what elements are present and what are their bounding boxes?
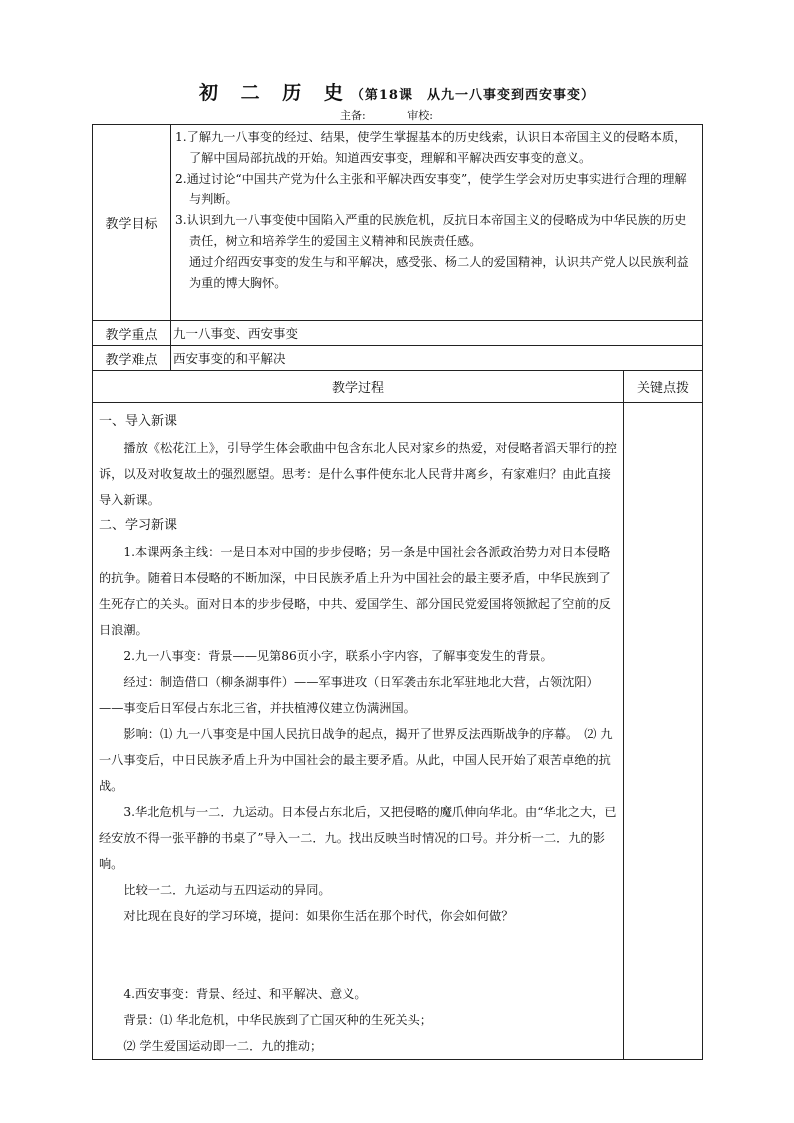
process-header-row — [93, 371, 703, 403]
goal-item-1: 1.了解九一八事变的经过、结果，使学生掌握基本的历史线索，认识日本帝国主义的侵略本质，了解中国局部抗战的开始。知道西安事变，理解和平解决西安事变的意义。 — [175, 130, 687, 165]
page-title — [0, 78, 794, 105]
goal-item-3: 3.认识到九一八事变使中国陷入严重的民族危机，反抗日本帝国主义的侵略成为中华民族的历史责任，树立和培养学生的爱国主义精神和民族责任感。 — [175, 213, 687, 248]
author-label: 主备: — [340, 109, 366, 122]
goal-item-2: 2.通过讨论“中国共产党为什么主张和平解决西安事变”，使学生学会对历史事实进行合理的理解与判断。 — [175, 171, 687, 207]
paragraph-xian-incident: 4.西安事变：背景、经过、和平解决、意义。 — [123, 987, 367, 1001]
key-points-label: 教学重点 — [93, 321, 171, 346]
process-row — [93, 403, 703, 1060]
paragraph-compare: 比较一二．九运动与五四运动的异同。 — [123, 883, 331, 897]
key-hints-content — [624, 403, 703, 1060]
blank-space — [99, 929, 617, 981]
meta-line — [340, 107, 471, 123]
difficulty-row — [93, 346, 703, 371]
key-points-value: 九一八事变、西安事变 — [171, 321, 703, 346]
section-2-title: 二、学习新课 — [99, 518, 178, 533]
difficulty-value: 西安事变的和平解决 — [171, 346, 703, 371]
goals-content — [171, 125, 703, 321]
section-1-title: 一、导入新课 — [99, 414, 178, 429]
paragraph-huabei-crisis: 3.华北危机与一二．九运动。日本侵占东北后，又把侵略的魔爪伸向华北。由“华北之大，已经安放不得一张平静的书桌了”导入一二．九。找出反映当时情况的口号。并分析一二．九的影响。 — [99, 805, 617, 871]
difficulty-label: 教学难点 — [93, 346, 171, 371]
process-content — [93, 403, 624, 1060]
paragraph-918-course: 经过：制造借口（柳条湖事件）——军事进攻（日军袭击东北军驻地北大营，占领沈阳）——事变后日军侵占东北三省，并扶植溥仪建立伪满洲国。 — [99, 675, 599, 715]
section-1-text: 播放《松花江上》，引导学生体会歌曲中包含东北人民对家乡的热爱，对侵略者滔天罪行的控诉，以及对收复故土的强烈愿望。思考：是什么事件使东北人民背井离乡，有家难归？由此直接导入新课。 — [99, 441, 617, 507]
paragraph-xian-background-2: ⑵ 学生爱国运动即一二．九的推动； — [123, 1039, 323, 1053]
paragraph-main-lines: 1.本课两条主线：一是日本对中国的步步侵略；另一条是中国社会各派政治势力对日本侵略的抗争。随着日本侵略的不断加深，中日民族矛盾上升为中国社会的最主要矛盾，中华民族到了生死存亡的关头。面对日本的步步侵略，中共、爱国学生、部分国民党爱国将领掀起了空前的反日浪潮。 — [99, 545, 611, 637]
paragraph-918-impact: 影响：⑴ 九一八事变是中国人民抗日战争的起点，揭开了世界反法西斯战争的序幕。 ⑵ 九一八事变后，中日民族矛盾上升为中国社会的最主要矛盾。从此，中国人民开始了艰苦卓绝的抗战。 — [99, 727, 613, 793]
key-points-row — [93, 321, 703, 346]
goals-label: 教学目标 — [93, 125, 171, 321]
goals-row — [93, 125, 703, 321]
paragraph-918-background: 2.九一八事变：背景——见第86页小字，联系小字内容，了解事变发生的背景。 — [123, 649, 553, 663]
reviewer-label: 审校: — [407, 109, 433, 122]
paragraph-xian-background-1: 背景：⑴ 华北危机，中华民族到了亡国灭种的生死关头； — [123, 1013, 432, 1027]
goal-extra: 通过介绍西安事变的发生与和平解决，感受张、杨二人的爱国精神，认识共产党人以民族利益为重的博大胸怀。 — [189, 254, 689, 290]
title-main: 初 二 历 史 — [199, 82, 351, 104]
title-lesson: （第18课 从九一八事变到西安事变） — [350, 88, 595, 103]
lesson-plan-table — [92, 124, 703, 1060]
process-header: 教学过程 — [93, 371, 624, 403]
key-hints-header: 关键点拨 — [624, 371, 703, 403]
paragraph-question: 对比现在良好的学习环境，提问：如果你生活在那个时代，你会如何做？ — [123, 909, 514, 923]
